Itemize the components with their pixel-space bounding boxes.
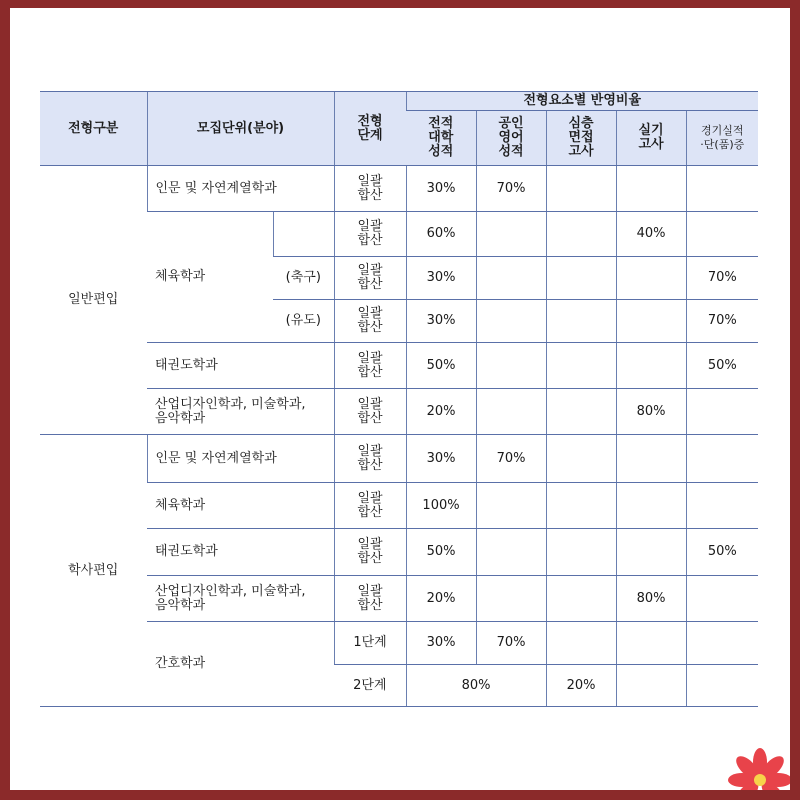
value-cell [686,665,758,707]
table-row [40,343,758,389]
value-cell: 70% [686,300,758,343]
unit-cell: 산업디자인학과, 미술학과, 음악학과 [147,389,334,435]
value-cell [616,300,686,343]
value-cell [546,529,616,576]
value-cell: 50% [406,343,476,389]
stage-cell: 일괄 합산 [334,166,406,212]
header-ratio-group: 전형요소별 반영비율 [406,92,758,111]
value-cell: 80% [616,576,686,622]
value-cell [476,300,546,343]
value-cell: 30% [406,257,476,300]
value-cell [616,665,686,707]
value-cell [546,166,616,212]
value-cell [546,622,616,665]
value-cell [476,529,546,576]
value-cell [616,257,686,300]
value-cell: 70% [476,166,546,212]
header-col-interview: 심층 면접 고사 [546,111,616,166]
value-cell: 80% [616,389,686,435]
value-cell [546,343,616,389]
stage-cell: 일괄 합산 [334,300,406,343]
value-cell [476,343,546,389]
table-row [40,529,758,576]
stage-cell: 1단계 [334,622,406,665]
unit-cell: 태권도학과 [147,343,334,389]
value-cell: 70% [476,622,546,665]
sub-unit-cell: (유도) [273,300,334,343]
value-cell [616,622,686,665]
value-cell [546,389,616,435]
value-cell [546,576,616,622]
unit-cell: 산업디자인학과, 미술학과, 음악학과 [147,576,334,622]
value-cell [476,576,546,622]
value-cell [686,435,758,483]
stage-cell: 일괄 합산 [334,212,406,257]
value-cell [546,257,616,300]
value-cell: 50% [406,529,476,576]
table-row [40,622,758,665]
value-cell [546,300,616,343]
value-cell [476,257,546,300]
value-cell [616,343,686,389]
value-cell: 50% [686,529,758,576]
table-row [40,212,758,257]
unit-cell: 인문 및 자연계열학과 [147,166,334,212]
value-cell [686,212,758,257]
stage-cell: 일괄 합산 [334,389,406,435]
value-cell [686,389,758,435]
value-cell [616,529,686,576]
table-row [40,389,758,435]
value-cell: 20% [406,389,476,435]
stage-cell: 일괄 합산 [334,343,406,389]
value-cell: 50% [686,343,758,389]
header-unit: 모집단위(분야) [147,92,334,166]
value-cell [546,212,616,257]
value-cell [546,435,616,483]
value-cell [686,622,758,665]
unit-cell: 체육학과 [147,483,334,529]
value-cell: 70% [476,435,546,483]
table-row [40,483,758,529]
value-cell-merged: 80% [406,665,546,707]
sub-unit-cell [273,212,334,257]
group-general-transfer: 일반편입 [40,166,147,435]
value-cell: 20% [406,576,476,622]
value-cell: 30% [406,300,476,343]
value-cell: 70% [686,257,758,300]
stage-cell: 일괄 합산 [334,483,406,529]
unit-cell: 간호학과 [147,622,334,707]
value-cell [616,435,686,483]
value-cell [546,483,616,529]
unit-cell: 인문 및 자연계열학과 [147,435,334,483]
table-row [40,435,758,483]
unit-cell: 체육학과 [147,212,273,343]
value-cell: 100% [406,483,476,529]
header-col-english: 공인 영어 성적 [476,111,546,166]
value-cell: 40% [616,212,686,257]
stage-cell: 일괄 합산 [334,576,406,622]
header-col-competition: 경기실적 ·단(품)증 [686,111,758,166]
header-stage: 전형 단계 [334,92,406,166]
flower-decoration-icon [728,744,790,790]
table-row [40,576,758,622]
sub-unit-cell: (축구) [273,257,334,300]
value-cell: 20% [546,665,616,707]
stage-cell: 일괄 합산 [334,257,406,300]
header-col-practical: 실기 고사 [616,111,686,166]
value-cell [616,483,686,529]
value-cell: 30% [406,166,476,212]
group-bachelor-transfer: 학사편입 [40,435,147,707]
value-cell [686,483,758,529]
value-cell [476,389,546,435]
value-cell [476,483,546,529]
value-cell [616,166,686,212]
header-col-transcript: 전적 대학 성적 [406,111,476,166]
header-category: 전형구분 [40,92,147,166]
stage-cell: 2단계 [334,665,406,707]
value-cell: 30% [406,435,476,483]
value-cell [476,212,546,257]
stage-cell: 일괄 합산 [334,529,406,576]
admission-ratio-table [40,91,758,707]
table-row [40,166,758,212]
value-cell: 60% [406,212,476,257]
stage-cell: 일괄 합산 [334,435,406,483]
value-cell [686,576,758,622]
value-cell [686,166,758,212]
unit-cell: 태권도학과 [147,529,334,576]
value-cell: 30% [406,622,476,665]
